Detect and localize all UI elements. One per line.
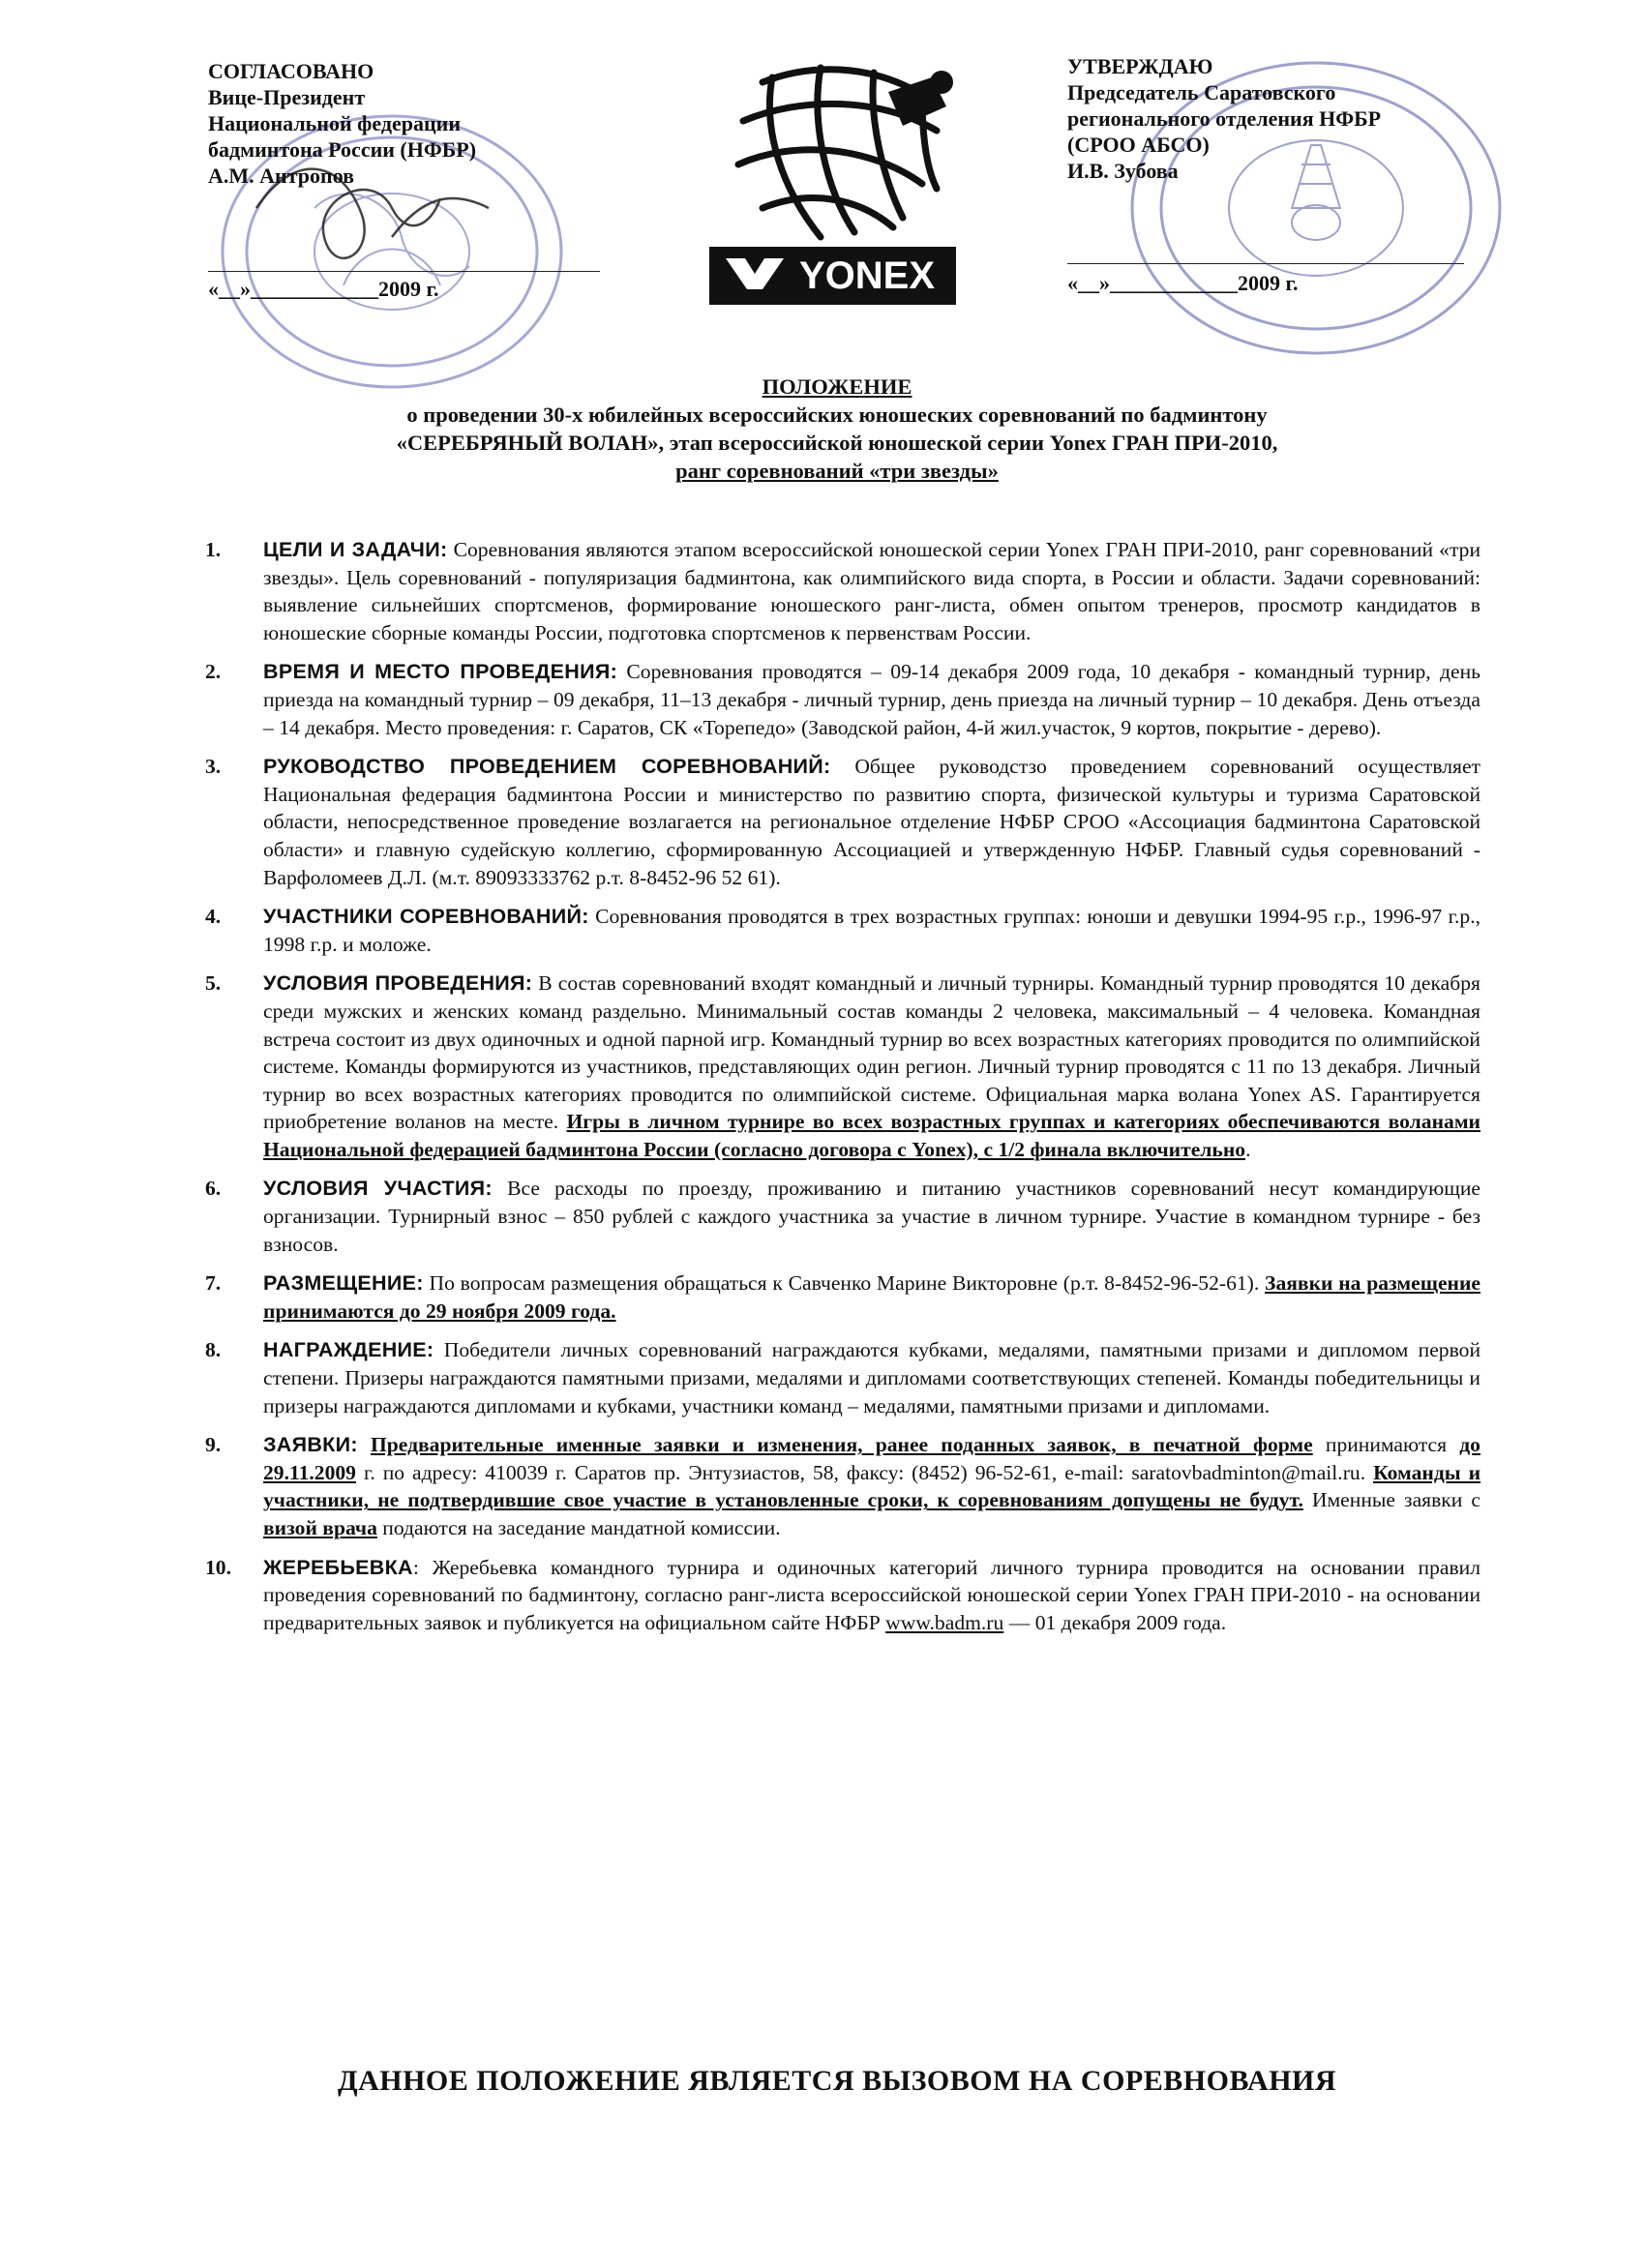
section-text-2: г. по адресу: 410039 г. Саратов пр. Энтузиастов, 58, факсу: (8452) 96-52-61, e-mail: saratovbadminton@mail.ru.: [355, 1460, 1374, 1484]
website-link[interactable]: www.badm.ru: [885, 1610, 1004, 1634]
document-title: [232, 373, 1442, 485]
section-participants: [205, 903, 1480, 958]
section-text: Соревнования являются этапом всероссийской юношеской серии Yonex ГРАН ПРИ-2010, ранг соревнований «три звезды». Цель соревнований - популяризация бадминтона, как олимпийского вида спорта, в России и области. Задачи соревнований: выявление сильнейших спортсменов, формирование юношеского ранг-листа, обмен опытом тренеров, просмотр кандидатов в юношеские сборные команды России, подготовка спортсменов к первенствам России.: [263, 538, 1481, 644]
section-heading: ЦЕЛИ И ЗАДАЧИ:: [263, 538, 448, 561]
section-text-3: Именные заявки с: [1302, 1488, 1480, 1512]
approval-right-date: «__»____________2009 г.: [1067, 271, 1299, 295]
section-emphasis-3: Команды и участники, не подтвердившие свое участие в установленные сроки, к соревнованиям допущены не будут.: [263, 1460, 1481, 1512]
section-number: 9.: [205, 1433, 222, 1457]
section-applications: [205, 1431, 1480, 1541]
section-text: В состав соревнований входят командный и личный турниры. Командный турнир проводятся 10 декабря среди мужских и женских команд раздельно. Минимальный состав команды 2 человека, максимальный – 4 человека. Командная встреча состоит из двух одиночных и одной парной игр. Командный турнир во всех возрастных категориях проводится по олимпийской системе. Команды формируются из участников, представляющих один регион. Личный турнир проводятся с 11 по 13 декабря. Личный турнир во всех возрастных категориях проводится по олимпийской системе. Официальная марка волана Yonex AS. Гарантируется приобретение воланов на месте.: [263, 971, 1480, 1134]
title-heading: ПОЛОЖЕНИЕ: [762, 374, 912, 399]
section-heading: ВРЕМЯ И МЕСТО ПРОВЕДЕНИЯ:: [263, 660, 618, 684]
approval-left-org-line2: бадминтона России (НФБР): [208, 137, 477, 162]
approval-left-signature-line: [208, 271, 600, 272]
section-emphasis-2: до 29.11.2009: [263, 1433, 1480, 1484]
approval-left-position: Вице-Президент: [208, 85, 366, 109]
section-time-place: [205, 658, 1480, 741]
section-awards: [205, 1336, 1480, 1419]
section-number: 3.: [205, 755, 222, 779]
section-number: 6.: [205, 1177, 222, 1201]
section-number: 10.: [205, 1555, 231, 1579]
section-text-tail: .: [1245, 1137, 1251, 1161]
section-heading: УСЛОВИЯ УЧАСТИЯ:: [263, 1177, 493, 1201]
section-text: : Жеребьевка командного турнира и одиночных категорий личного турнира проводится на основании правил проведения соревнований по бадминтону, согласно ранг-листа всероссийской юношеской серии Yonex ГРАН ПРИ-2010 - на основании предварительных заявок и публикуется на официальном сайте НФБР: [263, 1555, 1480, 1634]
section-draw: [205, 1554, 1480, 1637]
section-text: Соревнования проводятся – 09-14 декабря 2009 года, 10 декабря - командный турнир, день приезда на командный турнир – 09 декабря, 11–13 декабря - личный турнир, день приезда на личный турнир – 10 декабря. День отъезда – 14 декабря. Место проведения: г. Саратов, СК «Торепедо» (Заводской район, 4-й жил.участок, 9 кортов, покрытие - дерево).: [263, 660, 1480, 739]
section-participation-terms: [205, 1175, 1480, 1258]
approval-left-title: СОГЛАСОВАНО: [208, 59, 374, 83]
section-accommodation: [205, 1269, 1480, 1325]
approval-right-org-line1: регионального отделения НФБР: [1067, 106, 1382, 131]
section-emphasis-1: Предварительные именные заявки и изменения, ранее поданных заявок, в печатной форме: [370, 1433, 1313, 1457]
section-heading: УЧАСТНИКИ СОРЕВНОВАНИЙ:: [263, 905, 589, 929]
section-number: 7.: [205, 1271, 222, 1296]
section-number: 1.: [205, 538, 222, 561]
section-heading: УСЛОВИЯ ПРОВЕДЕНИЯ:: [263, 971, 533, 996]
approval-right-name: И.В. Зубова: [1067, 159, 1179, 183]
sections-list: [205, 536, 1480, 1648]
section-heading: НАГРАЖДЕНИЕ:: [263, 1338, 434, 1362]
section-text-4: подаются на заседание мандатной комиссии.: [376, 1516, 781, 1539]
section-text-1: принимаются: [1312, 1433, 1460, 1457]
section-heading: ЖЕРЕБЬЕВКА: [263, 1555, 413, 1579]
approval-right-signature-line: [1067, 263, 1464, 264]
approval-left-date: «__»____________2009 г.: [208, 277, 439, 301]
section-management: [205, 753, 1480, 891]
section-text: Победители личных соревнований награждаются кубками, медалями, памятными призами и дипломом первой степени. Призеры награждаются памятными призами, медалями и дипломами соответствующих степеней. Команды победительницы и призеры награждаются дипломами и кубками, участники команд – медалями, памятными призами и дипломами.: [263, 1338, 1480, 1418]
approval-right-title: УТВЕРЖДАЮ: [1067, 54, 1213, 78]
yonex-wordmark: YONEX: [798, 254, 936, 297]
title-subtitle-line3: ранг соревнований «три звезды»: [675, 459, 999, 483]
section-heading: РУКОВОДСТВО ПРОВЕДЕНИЕМ СОРЕВНОВАНИЙ:: [263, 755, 831, 779]
section-emphasis: Игры в личном турнире во всех возрастных группах и категориях обеспечиваются воланами Национальной федерацией бадминтона России (согласно договора с Yonex), с 1/2 финала включительно: [263, 1110, 1480, 1161]
section-emphasis: Заявки на размещение принимаются до 29 ноября 2009 года.: [263, 1271, 1481, 1323]
section-goals: [205, 536, 1480, 646]
section-text: Соревнования проводятся в трех возрастных группах: юноши и девушки 1994-95 г.р., 1996-97 г.р., 1998 г.р. и моложе.: [263, 905, 1480, 956]
section-heading: РАЗМЕЩЕНИЕ:: [263, 1271, 424, 1296]
section-text: Общее руководстзо проведением соревнований осуществляет Национальная федерация бадминтона России и министерство по развитию спорта, физической культуры и туризма Саратовской области, непосредственное проведение возлагается на региональное отделение НФБР СРОО «Ассоциация бадминтона Саратовской области» и главную судейскую коллегию, сформированную Ассоциацией и утвержденную НФБР. Главный судья соревнований - Варфоломеев Д.Л. (м.т. 89093333762 р.т. 8-8452-96 52 61).: [263, 755, 1480, 889]
section-number: 2.: [205, 660, 222, 684]
approval-right-block: [1067, 53, 1483, 184]
section-heading: ЗАЯВКИ:: [263, 1433, 358, 1457]
approval-right-org-line2: (СРОО АБСО): [1067, 133, 1210, 157]
approval-left-block: [208, 58, 614, 189]
section-number: 8.: [205, 1338, 222, 1362]
section-number: 4.: [205, 905, 222, 929]
shuttlecock-emblem-icon: [695, 53, 975, 305]
approval-left-name: А.М. Антропов: [208, 164, 355, 188]
approval-right-position: Председатель Саратовского: [1067, 80, 1336, 104]
yonex-logo: [695, 53, 975, 305]
title-subtitle-line1: о проведении 30-х юбилейных всероссийских юношеских соревнований по бадминтону: [406, 403, 1268, 427]
footer-call-to-competition: ДАННОЕ ПОЛОЖЕНИЕ ЯВЛЯЕТСЯ ВЫЗОВОМ НА СОРЕВНОВАНИЯ: [337, 2065, 1337, 2097]
title-subtitle-line2: «СЕРЕБРЯНЫЙ ВОЛАН», этап всероссийской юношеской серии Yonex ГРАН ПРИ-2010,: [396, 431, 1278, 455]
section-emphasis-4: визой врача: [263, 1516, 377, 1539]
section-conditions: [205, 970, 1480, 1163]
approval-left-org-line1: Национальной федерации: [208, 111, 462, 135]
section-text: Все расходы по проезду, проживанию и питанию участников соревнований несут командирующие организации. Турнирный взнос – 850 рублей с каждого участника за участие в личном турнире. Участие в командном турнире - без взносов.: [263, 1177, 1480, 1256]
section-text: По вопросам размещения обращаться к Савченко Марине Викторовне (р.т. 8-8452-96-52-61).: [423, 1271, 1266, 1296]
section-text-tail: — 01 декабря 2009 года.: [1003, 1610, 1227, 1634]
section-number: 5.: [205, 971, 222, 996]
